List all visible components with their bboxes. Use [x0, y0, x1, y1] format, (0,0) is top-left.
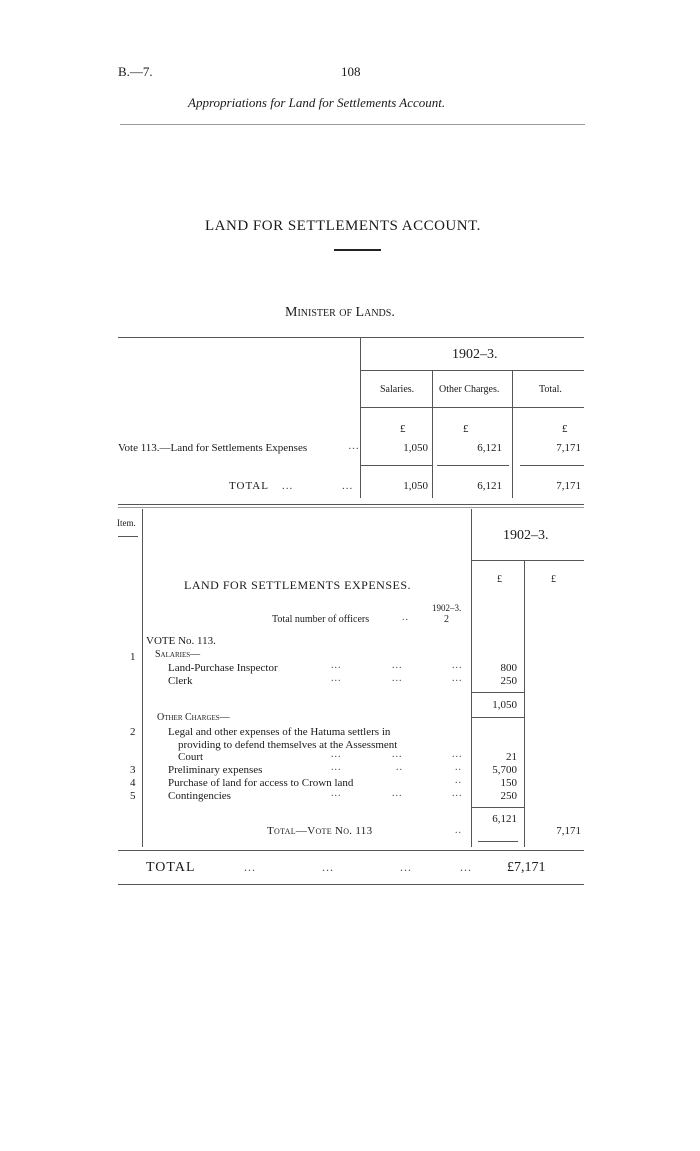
- grand-total-value: £7,171: [507, 860, 546, 875]
- summary-row-dots: …: [348, 440, 360, 452]
- summary-year-rule: [361, 370, 584, 371]
- salary-dots-1c: ...: [452, 660, 463, 671]
- summary-bottom-rule-2: [118, 507, 584, 508]
- detail-year: 1902–3.: [503, 528, 549, 543]
- item-number-3: 3: [130, 764, 136, 776]
- other-dots-5c: ...: [452, 788, 463, 799]
- summary-total-dots-1: ...: [282, 480, 294, 492]
- salary-dots-2a: ...: [331, 673, 342, 684]
- detail-bottom-rule: [118, 850, 584, 851]
- summary-total-total: 7,171: [556, 480, 581, 492]
- summary-bottom-rule: [118, 504, 584, 505]
- detail-amount-divider-2: [524, 560, 525, 847]
- other-dots-4c: ..: [455, 775, 462, 786]
- summary-row-salaries: 1,050: [403, 442, 428, 454]
- legal-dots-a: ...: [331, 749, 342, 760]
- summary-total-other: 6,121: [477, 480, 502, 492]
- item-number-4: 4: [130, 777, 136, 789]
- salary-value-1: 800: [500, 662, 517, 674]
- summary-col-divider-1: [432, 370, 433, 498]
- grand-total-label: TOTAL: [146, 860, 196, 875]
- other-label-3: Preliminary expenses: [168, 764, 263, 776]
- summary-top-rule: [118, 337, 584, 338]
- summary-row-total: 7,171: [556, 442, 581, 454]
- summary-total-label: TOTAL: [229, 480, 269, 492]
- other-value-3: 5,700: [492, 764, 517, 776]
- summary-year: 1902–3.: [452, 347, 498, 362]
- salary-value-2: 250: [500, 675, 517, 687]
- other-dots-3b: ..: [396, 762, 403, 773]
- summary-col-divider-2: [512, 370, 513, 498]
- grand-total-dots-1: ...: [244, 860, 256, 874]
- item-number-1: 1: [130, 651, 136, 663]
- vote-total-value: 7,171: [556, 825, 581, 837]
- legal-dots-b: ...: [392, 749, 403, 760]
- officers-label: Total number of officers: [272, 614, 370, 625]
- other-label-4: Purchase of land for access to Crown land: [168, 777, 354, 789]
- salaries-heading: Salaries—: [155, 649, 201, 660]
- item-number-2: 2: [130, 726, 136, 738]
- officers-dots: ..: [402, 612, 409, 623]
- legal-value: 21: [506, 751, 517, 763]
- detail-item-header-rule: [118, 536, 138, 537]
- legal-line-3: Court: [178, 751, 204, 763]
- title-rule: [334, 249, 381, 251]
- other-value-4: 150: [500, 777, 517, 789]
- salary-dots-2b: ...: [392, 673, 403, 684]
- other-charges-heading: Other Charges—: [157, 712, 230, 723]
- grand-total-dots-3: ...: [400, 860, 412, 874]
- section-title: LAND FOR SETTLEMENTS EXPENSES.: [184, 578, 412, 592]
- summary-divider: [360, 338, 361, 498]
- vote-total-label: Total—Vote No. 113: [267, 825, 373, 837]
- detail-year-rule: [472, 560, 584, 561]
- running-title: Appropriations for Land for Settlements Account.: [188, 95, 446, 110]
- detail-item-header: Item.: [117, 518, 136, 528]
- grand-total-rule: [118, 884, 584, 885]
- grand-total-dots-4: ...: [460, 860, 472, 874]
- legal-line-2: providing to defend themselves at the Assessment: [178, 739, 398, 751]
- header-rule: [120, 124, 585, 125]
- vote-total-dots: ..: [455, 825, 462, 836]
- detail-currency-1: £: [497, 574, 502, 585]
- salaries-subtotal-rule: [472, 692, 524, 693]
- salary-dots-1b: ...: [392, 660, 403, 671]
- summary-col-other: Other Charges.: [439, 384, 500, 395]
- salary-label-1: Land-Purchase Inspector: [168, 662, 278, 674]
- other-subtotal-rule: [472, 807, 524, 808]
- summary-sum-rule-3: [520, 465, 584, 466]
- grand-total-dots-2: ...: [322, 860, 334, 874]
- other-dots-3c: ..: [455, 762, 462, 773]
- legal-line-1: Legal and other expenses of the Hatuma settlers in: [168, 726, 391, 738]
- other-dots-5a: ...: [331, 788, 342, 799]
- salary-dots-2c: ...: [452, 673, 463, 684]
- legal-dots-c: ...: [452, 749, 463, 760]
- detail-currency-2: £: [551, 574, 556, 585]
- other-subtotal-rule-2: [478, 841, 518, 842]
- salaries-subtotal-rule-2: [472, 717, 524, 718]
- officers-year: 1902–3.: [432, 603, 462, 613]
- detail-item-divider: [142, 509, 143, 847]
- summary-header-rule: [361, 407, 584, 408]
- summary-total-salaries: 1,050: [403, 480, 428, 492]
- other-dots-5b: ...: [392, 788, 403, 799]
- summary-currency-1: £: [400, 423, 406, 435]
- ministry-heading: Minister of Lands.: [285, 305, 395, 320]
- other-label-5: Contingencies: [168, 790, 231, 802]
- document-code: B.—7.: [118, 64, 153, 79]
- page-number: 108: [341, 64, 361, 79]
- page-title: LAND FOR SETTLEMENTS ACCOUNT.: [205, 218, 481, 234]
- other-subtotal: 6,121: [492, 813, 517, 825]
- other-dots-3a: ...: [331, 762, 342, 773]
- summary-total-dots-2: ...: [342, 480, 354, 492]
- summary-sum-rule-2: [437, 465, 509, 466]
- summary-col-total: Total.: [539, 384, 562, 395]
- officers-count: 2: [444, 614, 449, 625]
- summary-row-other: 6,121: [477, 442, 502, 454]
- item-number-5: 5: [130, 790, 136, 802]
- summary-col-salaries: Salaries.: [380, 384, 415, 395]
- summary-row-label: Vote 113.—Land for Settlements Expenses: [118, 442, 308, 454]
- summary-currency-2: £: [463, 423, 469, 435]
- salaries-subtotal: 1,050: [492, 699, 517, 711]
- other-value-5: 250: [500, 790, 517, 802]
- summary-sum-rule-1: [361, 465, 432, 466]
- vote-label: VOTE No. 113.: [146, 635, 216, 647]
- salary-dots-1a: ...: [331, 660, 342, 671]
- summary-currency-3: £: [562, 423, 568, 435]
- salary-label-2: Clerk: [168, 675, 193, 687]
